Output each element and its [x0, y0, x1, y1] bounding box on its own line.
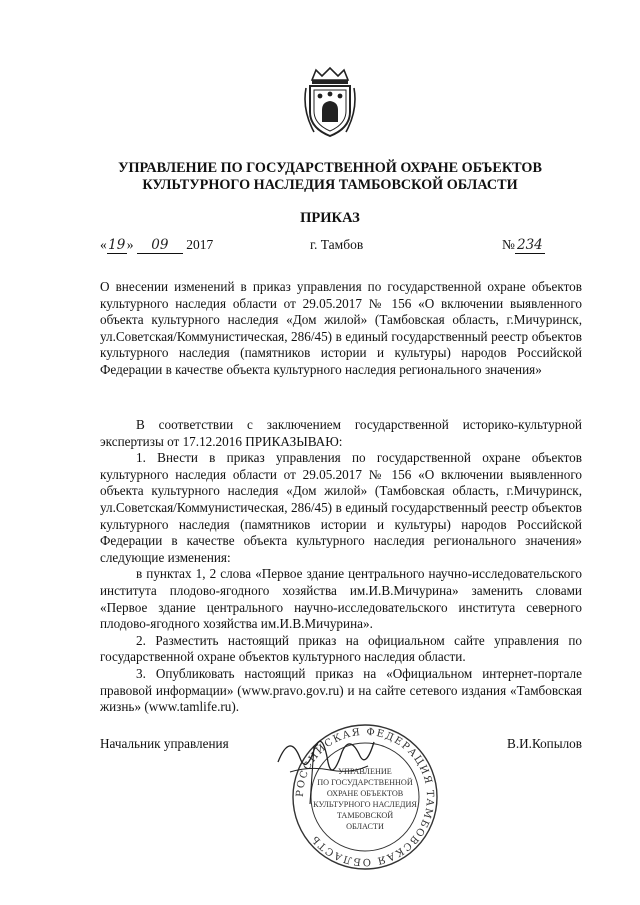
preamble-paragraph: В соответствии с заключением государственной историко-культурной экспертизы от 17.12.2016 ПРИКАЗЫВАЮ: [100, 417, 582, 449]
stamp-inner-line-3: ОХРАНЕ ОБЪЕКТОВ [326, 789, 404, 798]
item-1-change-paragraph: в пунктах 1, 2 слова «Первое здание центрального научно-исследовательского института плодово-ягодного хозяйства им.И.В.Мичурина» заменить словами «Первое здание центрального научно-исследовательского института северного плодово-ягодного хозяйства им.И.В.Мичурина». [100, 566, 582, 632]
number-prefix: № [502, 237, 515, 252]
order-number [502, 237, 545, 254]
item-2-paragraph: 2. Разместить настоящий приказ на официальном сайте управления по государственной охране объектов культурного наследия области. [100, 632, 582, 665]
date-quote-open: « [100, 237, 107, 252]
stamp-inner-line-4: КУЛЬТУРНОГО НАСЛЕДИЯ [313, 800, 417, 809]
stamp-inner-line-1: УПРАВЛЕНИЕ [338, 767, 392, 776]
organization-title-line-1: УПРАВЛЕНИЕ ПО ГОСУДАРСТВЕННОЙ ОХРАНЕ ОБЪЕКТОВ [118, 160, 542, 176]
organization-title-line-2: КУЛЬТУРНОГО НАСЛЕДИЯ ТАМБОВСКОЙ ОБЛАСТИ [142, 177, 518, 193]
item-3-paragraph: 3. Опубликовать настоящий приказ на «Официальном интернет-портале правовой информации» (www.pravo.gov.ru) и на сайте сетевого издания «Тамбовская жизнь» (www.tamlife.ru). [100, 665, 582, 715]
date-month: 09 [137, 237, 183, 254]
tambov-coat-of-arms-emblem [302, 66, 358, 138]
date-year: 2017 [186, 237, 214, 252]
number-value: 234 [515, 237, 545, 254]
date-number-row [100, 237, 580, 257]
item-1-paragraph: 1. Внести в приказ управления по государственной охране объектов культурного наследия области от 29.05.2017 № 156 «О включении выявленного объекта культурного наследия «Дом жилой» (Тамбовская область, г.Мичуринск, ул.Советская/Коммунистическая, 286/45) в единый государственный реестр объектов культурного наследия (памятников истории и культуры) народов Российской Федерации в качестве объекта культурного наследия регионального значения» следующие изменения: [100, 450, 582, 565]
city-label: г. Тамбов [310, 237, 364, 252]
stamp-inner-line-5: ТАМБОВСКОЙ [336, 811, 394, 820]
stamp-inner-line-6: ОБЛАСТИ [346, 822, 384, 831]
signatory-position: Начальник управления [100, 736, 229, 751]
signatory-name: В.И.Копылов [507, 736, 582, 751]
stamp-inner-line-2: ПО ГОСУДАРСТВЕННОЙ [317, 778, 413, 787]
document-type-heading: ПРИКАЗ [300, 210, 360, 226]
order-subject: О внесении изменений в приказ управления по государственной охране объектов культурного наследия области от 29.05.2017 № 156 «О включении выявленного объекта культурного наследия «Дом жилой» (Тамбовская область, г.Мичуринск, ул.Советская/Коммунистическая, 286/45) в единый государственный реестр объектов культурного наследия (памятников истории и культуры) народов Российской Федерации в качестве объекта культурного наследия регионального значения» [100, 279, 582, 377]
date-field [100, 237, 213, 254]
stamp-outer-text: РОССИЙСКАЯ ФЕДЕРАЦИЯ ТАМБОВСКАЯ ОБЛАСТЬ [294, 726, 436, 868]
date-quote-close: » [126, 237, 134, 252]
organization-title [60, 160, 600, 194]
date-day: 19 [108, 237, 126, 253]
signature-block [100, 736, 582, 756]
order-body [100, 417, 582, 716]
